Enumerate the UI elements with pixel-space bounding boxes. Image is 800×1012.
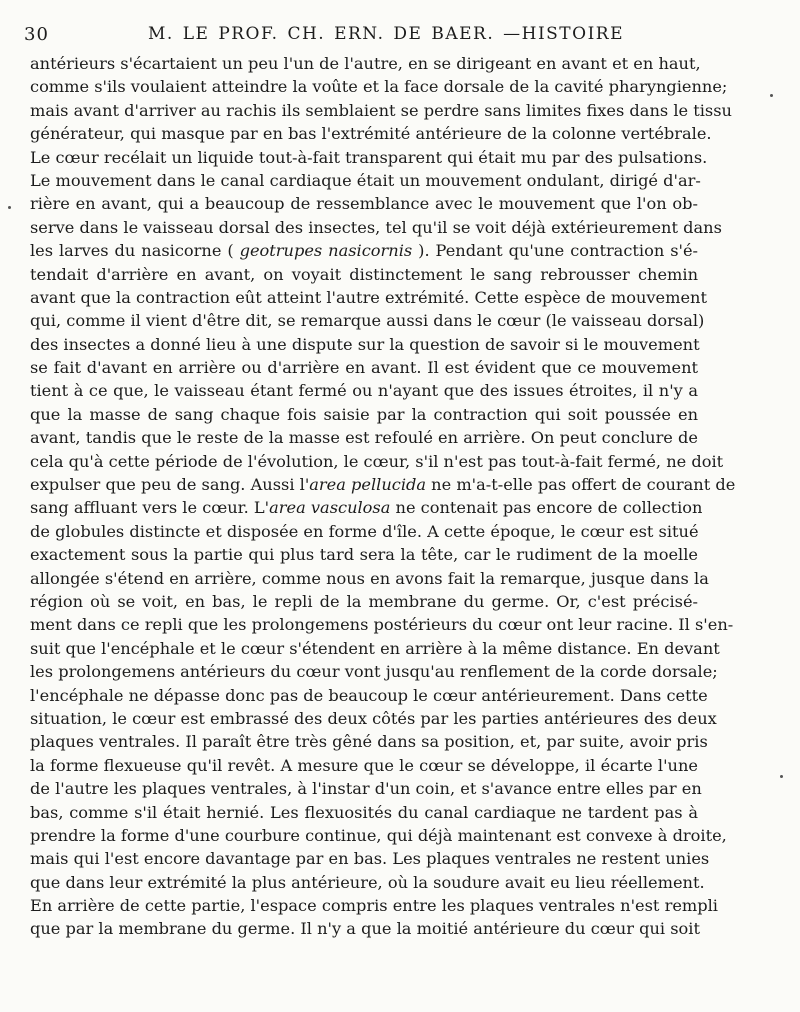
text-line [30, 496, 703, 519]
text-line [30, 356, 698, 379]
text-line [30, 660, 718, 683]
text-segment: des insectes a donné lieu à une dispute sur la question de savoir si le mouvement [30, 334, 700, 354]
text-segment: expulser que peu de sang. Aussi l' [30, 475, 310, 495]
text-line [30, 122, 712, 145]
text-line [30, 286, 707, 309]
text-line [30, 567, 709, 590]
text-segment: suit que l'encéphale et le cœur s'étendent en arrière à la même distance. En devant [30, 638, 720, 658]
text-line [30, 637, 720, 660]
text-line [30, 801, 698, 824]
text-segment: mais avant d'arriver au rachis ils semblaient se perdre sans limites fixes dans le tissu [30, 100, 732, 120]
text-segment: situation, le cœur est embrassé des deux côtés par les parties antérieures des deux [30, 708, 717, 728]
body-text [30, 52, 736, 941]
italic-term: area pellucida [309, 475, 427, 495]
text-segment: prendre la forme d'une courbure continue, qui déjà maintenant est convexe à droite, [30, 825, 727, 845]
text-segment: générateur, qui masque par en bas l'extrémité antérieure de la colonne vertébrale. [30, 124, 712, 144]
text-segment: serve dans le vaisseau dorsal des insectes, tel qu'il se voit déjà extérieurement dans [30, 217, 722, 237]
text-line [30, 146, 708, 169]
text-segment: les larves du nasicorne ( [30, 241, 240, 261]
text-segment: ne contenait pas encore de collection [390, 498, 703, 518]
text-line [30, 263, 698, 286]
text-line [30, 871, 705, 894]
text-line [30, 379, 698, 402]
text-segment: En arrière de cette partie, l'espace compris entre les plaques ventrales n'est rempli [30, 896, 718, 916]
text-line [30, 590, 698, 613]
text-segment: sang affluant vers le cœur. L' [30, 498, 270, 518]
text-line [30, 824, 727, 847]
text-line [30, 239, 698, 262]
text-line [30, 99, 732, 122]
text-segment: que par la membrane du germe. Il n'y a que la moitié antérieure du cœur qui soit [30, 919, 700, 939]
text-line [30, 403, 698, 426]
text-line [30, 847, 710, 870]
text-segment: avant que la contraction eût atteint l'autre extrémité. Cette espèce de mouvement [30, 287, 707, 307]
text-line [30, 684, 708, 707]
text-segment: Le mouvement dans le canal cardiaque était un mouvement ondulant, dirigé d'ar- [30, 170, 701, 190]
text-line [30, 613, 734, 636]
text-line [30, 169, 701, 192]
italic-term: area vasculosa [269, 498, 391, 518]
text-segment: comme s'ils voulaient atteindre la voûte et la face dorsale de la cavité pharyngienne; [30, 77, 728, 97]
text-segment: Le cœur recélait un liquide tout-à-fait transparent qui était mu par des pulsations. [30, 147, 708, 167]
text-line [30, 777, 702, 800]
text-segment: que dans leur extrémité la plus antérieure, où la soudure avait eu lieu réellement. [30, 872, 705, 892]
text-line [30, 707, 717, 730]
text-segment: ne m'a-t-elle pas offert de courant de [426, 475, 736, 495]
page-number: 30 [24, 24, 49, 45]
text-segment: que la masse de sang chaque fois saisie par la contraction qui soit poussée en [30, 404, 698, 424]
text-line [30, 754, 698, 777]
text-segment: exactement sous la partie qui plus tard sera la tête, car le rudiment de la moelle [30, 545, 698, 565]
ink-speck [780, 775, 783, 778]
text-segment: rière en avant, qui a beaucoup de ressemblance avec le mouvement que l'on ob- [30, 194, 698, 214]
text-line [30, 75, 728, 98]
text-line [30, 543, 698, 566]
text-segment: ment dans ce repli que les prolongemens postérieurs du cœur ont leur racine. Il s'en- [30, 615, 734, 635]
text-line [30, 520, 698, 543]
text-line [30, 473, 736, 496]
text-segment: les prolongemens antérieurs du cœur vont jusqu'au renflement de la corde dorsale; [30, 662, 718, 682]
text-segment: bas, comme s'il était hernié. Les flexuosités du canal cardiaque ne tardent pas à [30, 802, 698, 822]
text-line [30, 917, 698, 940]
text-segment: antérieurs s'écartaient un peu l'un de l'autre, en se dirigeant en avant et en haut, [30, 54, 701, 73]
text-segment: allongée s'étend en arrière, comme nous en avons fait la remarque, jusque dans la [30, 568, 709, 588]
text-segment: l'encéphale ne dépasse donc pas de beaucoup le cœur antérieurement. Dans cette [30, 685, 708, 705]
text-segment: qui, comme il vient d'être dit, se remarque aussi dans le cœur (le vaisseau dorsal) [30, 311, 705, 331]
text-segment: cela qu'à cette période de l'évolution, le cœur, s'il n'est pas tout-à-fait fermé, ne doit [30, 451, 724, 471]
text-line [30, 450, 724, 473]
text-line [30, 52, 701, 75]
ink-speck [8, 206, 11, 209]
text-segment: tient à ce que, le vaisseau étant fermé ou n'ayant que des issues étroites, il n'y a [30, 381, 698, 401]
text-line [30, 309, 705, 332]
text-line [30, 426, 698, 449]
text-segment: de globules distincte et disposée en forme d'île. A cette époque, le cœur est situé [30, 521, 699, 541]
text-line [30, 192, 698, 215]
text-line [30, 730, 708, 753]
text-segment: mais qui l'est encore davantage par en bas. Les plaques ventrales ne restent unies [30, 849, 710, 869]
text-segment: tendait d'arrière en avant, on voyait distinctement le sang rebrousser chemin [30, 264, 698, 284]
text-segment: région où se voit, en bas, le repli de la membrane du germe. Or, c'est précisé- [30, 591, 698, 611]
text-segment: se fait d'avant en arrière ou d'arrière en avant. Il est évident que ce mouvement [30, 358, 698, 378]
text-line [30, 216, 722, 239]
text-segment: plaques ventrales. Il paraît être très gêné dans sa position, et, par suite, avoir pris [30, 732, 708, 752]
text-segment: de l'autre les plaques ventrales, à l'instar d'un coin, et s'avance entre elles par en [30, 779, 702, 799]
text-segment: la forme flexueuse qu'il revêt. A mesure que le cœur se développe, il écarte l'une [30, 755, 698, 775]
ink-speck [770, 94, 773, 97]
italic-term: geotrupes nasicornis [239, 241, 413, 261]
text-segment: ). Pendant qu'une contraction s'é- [412, 241, 699, 261]
running-head: M. LE PROF. CH. ERN. DE BAER. —HISTOIRE [148, 24, 625, 44]
page-header [0, 22, 800, 48]
text-line [30, 333, 698, 356]
text-segment: avant, tandis que le reste de la masse est refoulé en arrière. On peut conclure de [30, 428, 698, 448]
text-line [30, 894, 718, 917]
